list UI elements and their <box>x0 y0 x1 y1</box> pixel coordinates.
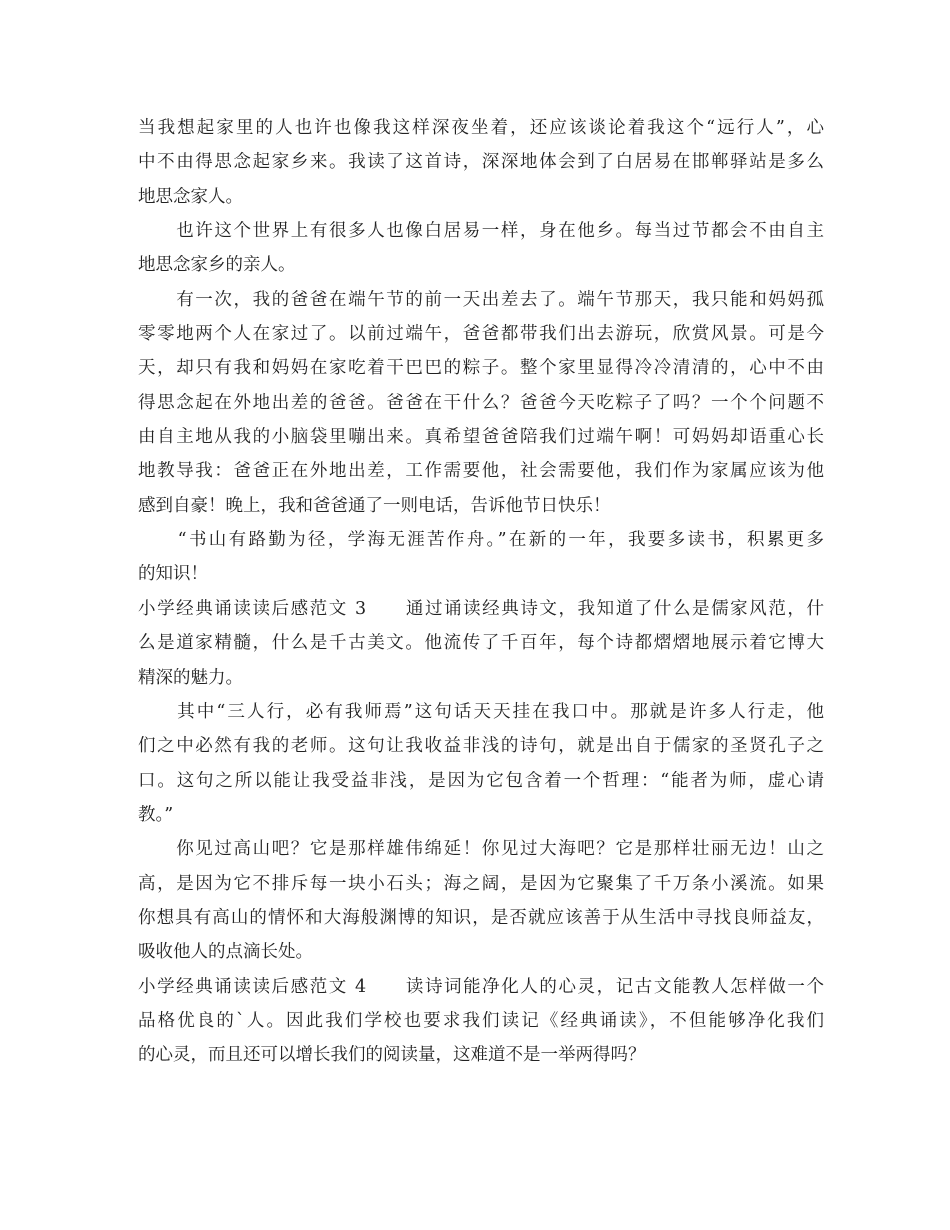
text-line: 天，却只有我和妈妈在家吃着干巴巴的粽子。整个家里显得冷冷清清的，心中不由 <box>138 358 824 379</box>
text-line: 么是道家精髓，什么是千古美文。他流传了千百年，每个诗都熠熠地展示着它博大 <box>138 633 824 654</box>
text-line: 们之中必然有我的老师。这句让我收益非浅的诗句，就是出自于儒家的圣贤孔子之 <box>138 736 824 757</box>
text-line: 零零地两个人在家过了。以前过端午，爸爸都带我们出去游玩，欣赏风景。可是今 <box>138 324 824 345</box>
text-line: 的心灵，而且还可以增长我们的阅读量，这难道不是一举两得吗？ <box>138 1045 646 1066</box>
text-line: 高，是因为它不排斥每一块小石头；海之阔，是因为它聚集了千万条小溪流。如果 <box>138 873 824 894</box>
text-line: 得思念起在外地出差的爸爸。爸爸在干什么？爸爸今天吃粽子了吗？一个个问题不 <box>138 392 824 413</box>
text-line: 有一次，我的爸爸在端午节的前一天出差去了。端午节那天，我只能和妈妈孤 <box>138 289 824 310</box>
text-line: 口。这句之所以能让我受益非浅，是因为它包含着一个哲理：“能者为师，虚心请 <box>138 770 824 791</box>
text-line: 地教导我：爸爸正在外地出差，工作需要他，社会需要他，我们作为家属应该为他 <box>138 461 824 482</box>
text-line: 精深的魅力。 <box>138 667 243 688</box>
document-body <box>138 111 824 1073</box>
text-line: 教。” <box>138 804 174 825</box>
text-line: “书山有路勤为径，学海无涯苦作舟。”在新的一年，我要多读书，积累更多 <box>138 530 824 551</box>
text-line: 你想具有高山的情怀和大海般渊博的知识，是否就应该善于从生活中寻找良师益友， <box>138 907 824 928</box>
text-line: 小学经典诵读读后感范文 4 读诗词能净化人的心灵，记古文能教人怎样做一个 <box>138 976 824 997</box>
text-line: 吸收他人的点滴长处。 <box>138 942 313 963</box>
text-line: 地思念家乡的亲人。 <box>138 255 296 276</box>
text-line: 小学经典诵读读后感范文 3 通过诵读经典诗文，我知道了什么是儒家风范，什 <box>138 598 824 619</box>
text-line: 中不由得思念起家乡来。我读了这首诗，深深地体会到了白居易在邯郸驿站是多么 <box>138 152 824 173</box>
text-line: 感到自豪！晚上，我和爸爸通了一则电话，告诉他节日快乐！ <box>138 495 611 516</box>
text-line: 由自主地从我的小脑袋里嘣出来。真希望爸爸陪我们过端午啊！可妈妈却语重心长 <box>138 427 824 448</box>
text-line: 的知识！ <box>138 564 208 585</box>
text-line: 地思念家人。 <box>138 186 243 207</box>
text-line: 品格优良的`人。因此我们学校也要求我们读记《经典诵读》，不但能够净化我们 <box>138 1010 824 1031</box>
text-line: 其中“三人行，必有我师焉”这句话天天挂在我口中。那就是许多人行走，他 <box>138 701 824 722</box>
text-line: 你见过高山吧？它是那样雄伟绵延！你见过大海吧？它是那样壮丽无边！山之 <box>138 839 824 860</box>
text-line: 也许这个世界上有很多人也像白居易一样，身在他乡。每当过节都会不由自主 <box>138 221 824 242</box>
text-line: 当我想起家里的人也许也像我这样深夜坐着，还应该谈论着我这个“远行人”，心 <box>138 118 824 138</box>
